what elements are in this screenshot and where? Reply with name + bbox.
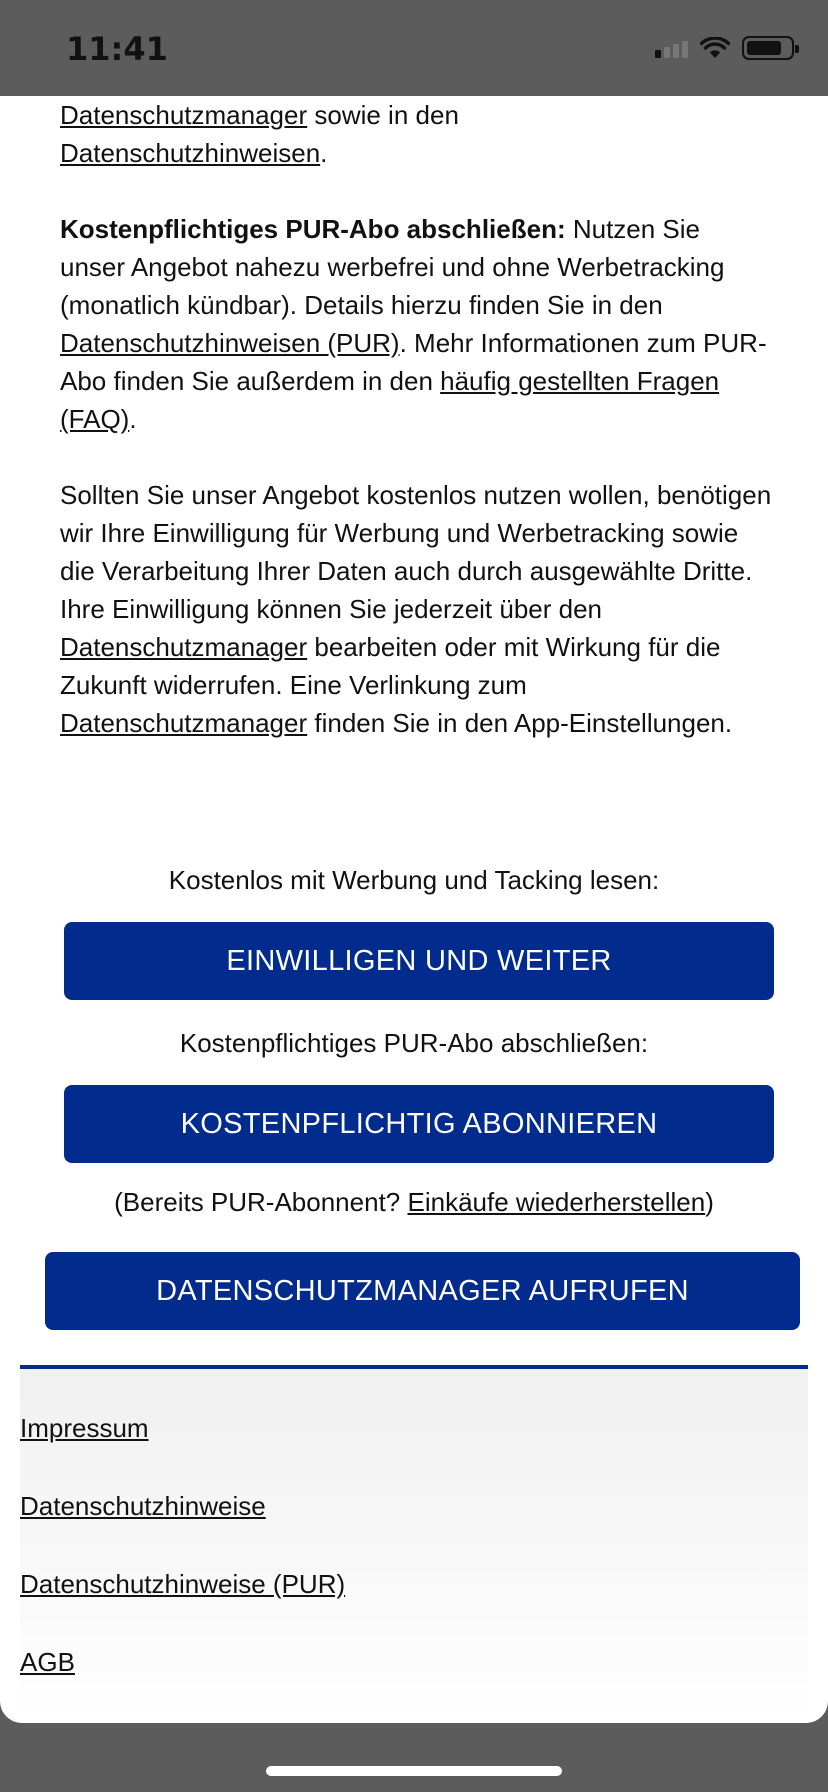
faq-link[interactable]: häufig gestellten Fragen (FAQ) <box>60 366 720 434</box>
subscribe-button[interactable]: KOSTENPFLICHTIG ABONNIEREN <box>64 1085 774 1163</box>
cellular-signal-icon <box>655 38 688 58</box>
datenschutzmanager-link[interactable]: Datenschutzmanager <box>60 708 308 738</box>
pur-option-label: Kostenpflichtiges PUR-Abo abschließen: <box>179 1028 649 1058</box>
status-bar <box>0 0 828 96</box>
status-icons <box>655 36 794 60</box>
footer <box>20 1365 808 1723</box>
footer-link-datenschutzhinweise-pur[interactable]: Datenschutzhinweise (PUR) <box>20 1569 346 1599</box>
restore-purchases-row: (Bereits PUR-Abonnent? Einkäufe wiederherstellen) <box>114 1187 714 1217</box>
pur-paragraph: Kostenpflichtiges PUR-Abo abschließen: Nutzen Sie unser Angebot nahezu werbefrei und ohne Werbetracking (monatlich kündbar). Details hierzu finden Sie in den Datenschutzhinweisen (PUR). Mehr Informationen zum PUR-Abo finden Sie außerdem in den häufig gestellten Fragen (FAQ). <box>60 214 767 434</box>
footer-link-impressum[interactable]: Impressum <box>20 1413 149 1443</box>
battery-icon <box>742 36 794 60</box>
footer-link-datenschutzhinweise[interactable]: Datenschutzhinweise <box>20 1491 266 1521</box>
intro-paragraph: Datenschutzmanager sowie in den Datenschutzhinweisen. <box>60 100 459 168</box>
restore-purchases-link[interactable]: Einkäufe wiederherstellen <box>407 1187 706 1217</box>
datenschutzhinweisen-pur-link[interactable]: Datenschutzhinweisen (PUR) <box>60 328 400 358</box>
free-paragraph: Sollten Sie unser Angebot kostenlos nutzen wollen, benötigen wir Ihre Einwilligung für Werbung und Werbetracking sowie die Verarbeitung Ihrer Daten auch durch ausgewählte Dritte. Ihre Einwilligung können Sie jederzeit über den Datenschutzmanager bearbeiten oder mit Wirkung für die Zukunft widerrufen. Eine Verlinkung zum Datenschutzmanager finden Sie in den App-Einstellungen. <box>60 480 772 738</box>
wifi-icon <box>700 37 730 59</box>
consent-text <box>60 96 772 780</box>
footer-link-agb[interactable]: AGB <box>20 1647 75 1677</box>
home-indicator <box>266 1766 562 1776</box>
datenschutzmanager-link[interactable]: Datenschutzmanager <box>60 632 308 662</box>
free-option-label: Kostenlos mit Werbung und Tacking lesen: <box>168 865 660 895</box>
consent-button[interactable]: EINWILLIGEN UND WEITER <box>64 922 774 1000</box>
pur-heading: Kostenpflichtiges PUR-Abo abschließen: <box>60 214 566 244</box>
consent-sheet <box>0 96 828 1723</box>
datenschutzmanager-link[interactable]: Datenschutzmanager <box>60 100 308 130</box>
datenschutzhinweisen-link[interactable]: Datenschutzhinweisen <box>60 138 321 168</box>
privacy-manager-button[interactable]: DATENSCHUTZMANAGER AUFRUFEN <box>45 1252 800 1330</box>
status-time: 11:41 <box>66 30 168 68</box>
